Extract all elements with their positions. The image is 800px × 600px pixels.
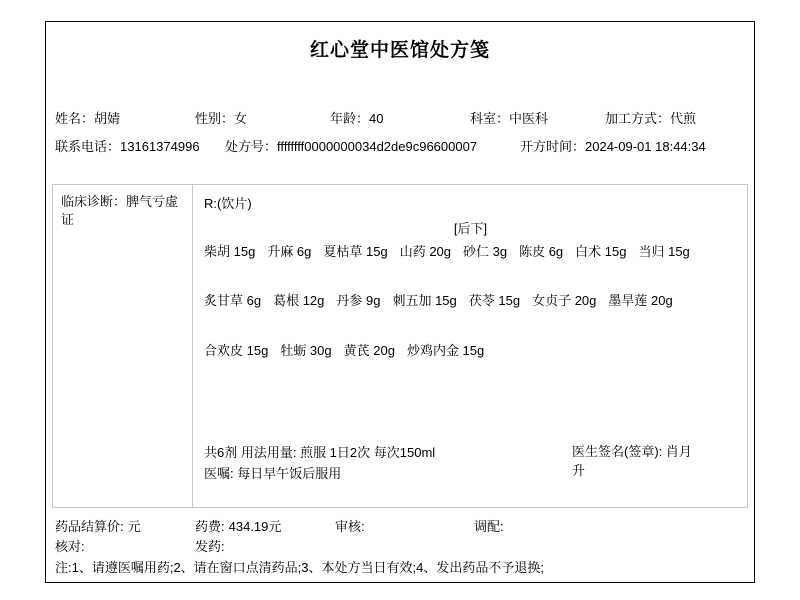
footer-note: 注:1、请遵医嘱用药;2、请在窗口点清药品;3、本处方当日有效;4、发出药品不予退换; — [55, 560, 544, 575]
diagnosis-label: 临床诊断： — [61, 194, 127, 209]
herb-item: 葛根 12g — [273, 293, 325, 308]
fee-value: 434.19元 — [228, 519, 282, 534]
herb-row-1 — [204, 241, 741, 260]
dispense-field — [195, 536, 229, 555]
prescription-cell — [194, 185, 747, 507]
fee-label: 药费: — [195, 519, 225, 534]
footer-row-2 — [46, 536, 754, 552]
herb-item: 炒鸡内金 15g — [406, 343, 485, 358]
diagnosis-value: 脾气亏虚证 — [61, 194, 179, 227]
herb-item: 升麻 6g — [267, 244, 312, 259]
dispense-label: 发药: — [195, 539, 225, 554]
rx-time-label: 开方时间： — [520, 139, 586, 154]
herb-item: 刺五加 15g — [392, 293, 457, 308]
patient-name-value: 胡婧 — [94, 111, 121, 126]
patient-gender-field — [195, 108, 247, 127]
herb-item: 丹参 9g — [336, 293, 381, 308]
review-label: 审核: — [335, 519, 365, 534]
dosage-block — [204, 442, 564, 484]
prepare-field — [474, 516, 508, 535]
settle-price-label: 药品结算价: — [55, 519, 124, 534]
herb-row-2 — [204, 290, 741, 309]
herb-item: 砂仁 3g — [463, 244, 508, 259]
rx-header: R:(饮片) — [204, 196, 252, 211]
patient-dept-label: 科室： — [470, 111, 510, 126]
footer-row-1 — [46, 516, 754, 532]
herb-item: 炙甘草 6g — [204, 293, 262, 308]
patient-process-field — [605, 108, 696, 127]
prescription-table — [52, 184, 748, 508]
patient-info-row-2 — [46, 136, 754, 152]
patient-phone-field — [55, 136, 200, 155]
rx-number-field — [225, 136, 477, 155]
review-field — [335, 516, 369, 535]
rx-number-value: ffffffff0000000034d2de9c96600007 — [277, 139, 478, 154]
settle-price-field — [55, 516, 141, 535]
patient-process-label: 加工方式： — [605, 111, 671, 126]
herb-item: 当归 15g — [638, 244, 690, 259]
page-title: 红心堂中医馆处方笺 — [309, 40, 490, 61]
herb-item: 牡蛎 30g — [280, 343, 332, 358]
patient-dept-value: 中医科 — [509, 111, 549, 126]
patient-age-field — [330, 108, 383, 127]
patient-process-value: 代煎 — [670, 111, 697, 126]
patient-gender-value: 女 — [234, 111, 248, 126]
herb-item: 墨旱莲 20g — [608, 293, 673, 308]
rx-time-value: 2024-09-01 18:44:34 — [585, 139, 706, 154]
herb-item: 黄芪 20g — [343, 343, 395, 358]
herb-item: 合欢皮 15g — [204, 343, 269, 358]
prepare-label: 调配: — [474, 519, 504, 534]
rx-number-label: 处方号： — [225, 139, 278, 154]
patient-phone-label: 联系电话： — [55, 139, 121, 154]
rx-time-field — [520, 136, 706, 155]
patient-name-field — [55, 108, 120, 127]
herb-item: 山药 20g — [399, 244, 452, 259]
patient-age-value: 40 — [369, 111, 384, 126]
fee-field — [195, 516, 281, 535]
patient-dept-field — [470, 108, 548, 127]
check-field — [55, 536, 89, 555]
herb-item: 夏枯草 15g — [323, 244, 388, 259]
instructions-line: 医嘱: 每日早午饭后服用 — [204, 466, 342, 481]
patient-name-label: 姓名： — [55, 111, 95, 126]
patient-gender-label: 性别： — [195, 111, 235, 126]
herb-item: 女贞子 20g — [532, 293, 597, 308]
patient-phone-value: 13161374996 — [120, 139, 200, 154]
herb-item: 茯苓 15g — [468, 293, 521, 308]
diagnosis-cell — [53, 185, 193, 507]
patient-info-row-1 — [46, 108, 754, 124]
prescription-sheet — [45, 21, 755, 583]
settle-price-value: 元 — [127, 519, 141, 534]
check-label: 核对: — [55, 539, 85, 554]
decoct-later-note: [后下] — [453, 221, 488, 236]
herb-item: 陈皮 6g — [519, 244, 564, 259]
herb-row-3 — [204, 340, 741, 359]
herb-item: 白术 15g — [575, 244, 627, 259]
patient-age-label: 年龄： — [330, 111, 370, 126]
dosage-line: 共6剂 用法用量: 煎服 1日2次 每次150ml — [204, 445, 436, 460]
herb-item: 柴胡 15g — [204, 244, 256, 259]
doctor-signature: 医生签名(签章): 肖月升 — [572, 444, 692, 478]
